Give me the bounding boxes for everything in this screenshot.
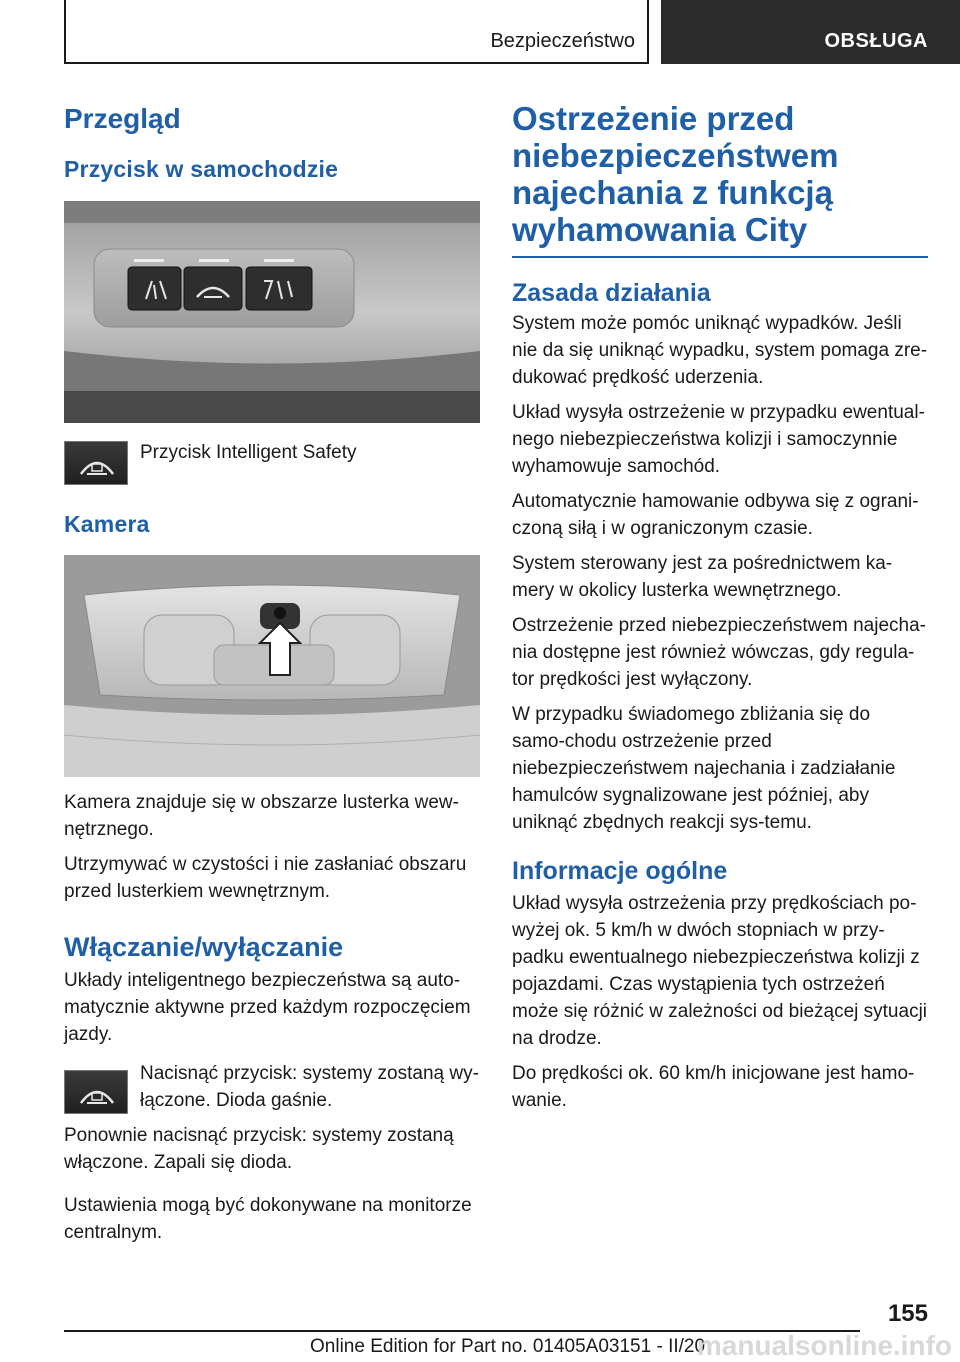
onoff-paragraph-1: Układy inteligentnego bezpieczeństwa są auto-matycznie aktywne przed każdym rozpoczęciem jazdy. — [64, 970, 471, 1046]
general-paragraph-1: Układ wysyła ostrzeżenia przy prędkościach po-wyżej ok. 5 km/h w dwóch stopniach w przy-padku ewentualnego niebezpieczeństwa kolizji z pojazdami. Czas wystąpienia tych ostrzeżeń może się różnić w zależności od bieżącej sytuacji na drodze. — [512, 893, 928, 1049]
onoff-heading: Włączanie/wyłączanie — [64, 931, 344, 962]
camera-paragraph-1: Kamera znajduje się w obszarze lusterka wew-nętrznego. — [64, 791, 459, 840]
camera-illustration — [64, 555, 480, 777]
title-line-3: najechania z funkcją — [512, 174, 833, 211]
left-column — [64, 100, 480, 1246]
onoff-icon-text: Nacisnąć przycisk: systemy zostaną wy-łączone. Dioda gaśnie. — [140, 1063, 479, 1112]
intelligent-safety-button-icon — [64, 441, 128, 485]
onoff-paragraph-3: Ustawienia mogą być dokonywane na monitorze centralnym. — [64, 1195, 472, 1244]
principle-paragraph-1: System może pomóc uniknąć wypadków. Jeśli nie da się uniknąć wypadku, system pomaga zre-dukować prędkość uderzenia. — [512, 313, 928, 388]
principle-paragraph-4: System sterowany jest za pośrednictwem ka-mery w okolicy lusterka wewnętrznego. — [512, 553, 893, 601]
right-column — [512, 100, 928, 1114]
title-line-1: Ostrzeżenie przed — [512, 100, 795, 137]
page-number: 155 — [887, 1300, 928, 1327]
camera-paragraph-2: Utrzymywać w czystości i nie zasłaniać obszaru przed lusterkiem wewnętrznym. — [64, 853, 467, 902]
principle-heading: Zasada działania — [512, 279, 711, 307]
onoff-paragraph-2: Ponownie nacisnąć przycisk: systemy zostaną włączone. Zapali się dioda. — [64, 1125, 454, 1174]
principle-paragraph-5: Ostrzeżenie przed niebezpieczeństwem najecha-nia dostępne jest również wówczas, gdy regula-tor prędkości jest wyłączony. — [512, 615, 926, 690]
principle-paragraph-2: Układ wysyła ostrzeżenie w przypadku ewentual-nego niebezpieczeństwa kolizji i samoczynnie wyhamowuje samochód. — [512, 402, 925, 477]
main-section-title — [512, 100, 928, 258]
general-paragraph-2: Do prędkości ok. 60 km/h inicjowane jest hamo-wanie. — [512, 1063, 915, 1111]
general-heading: Informacje ogólne — [512, 857, 728, 885]
footer-edition: Online Edition for Part no. 01405A03151 - II/20 — [310, 1336, 706, 1357]
principle-paragraph-6: W przypadku świadomego zbliżania się do samo-chodu ostrzeżenie przed niebezpieczeństwem najechania i zadziałanie hamulców sygnalizowane jest później, aby uniknąć zbędnych reakcji sys-temu. — [512, 704, 896, 833]
button-caption-row — [64, 441, 480, 485]
header-chapter-box — [661, 0, 960, 64]
camera-photo — [64, 555, 480, 777]
principle-paragraph-3: Automatycznie hamowanie odbywa się z ograni-czoną siłą i w ograniczonym czasie. — [512, 491, 919, 539]
overview-title: Przegląd — [64, 103, 181, 134]
title-line-2: niebezpieczeństwem — [512, 137, 839, 174]
header-chapter-label: OBSŁUGA — [824, 30, 928, 52]
header-section-label: Bezpieczeństwo — [490, 30, 635, 52]
camera-heading: Kamera — [64, 511, 150, 538]
intelligent-safety-button-icon-2 — [64, 1070, 128, 1114]
button-heading: Przycisk w samochodzie — [64, 155, 339, 182]
button-caption: Przycisk Intelligent Safety — [140, 442, 357, 464]
title-line-4: wyhamowania City — [512, 211, 808, 248]
button-panel-photo — [64, 201, 480, 423]
onoff-icon-row — [64, 1060, 480, 1114]
header-section-box — [64, 0, 649, 64]
button-panel-illustration — [64, 201, 480, 423]
footer-watermark: manualsonline.info — [696, 1330, 952, 1361]
